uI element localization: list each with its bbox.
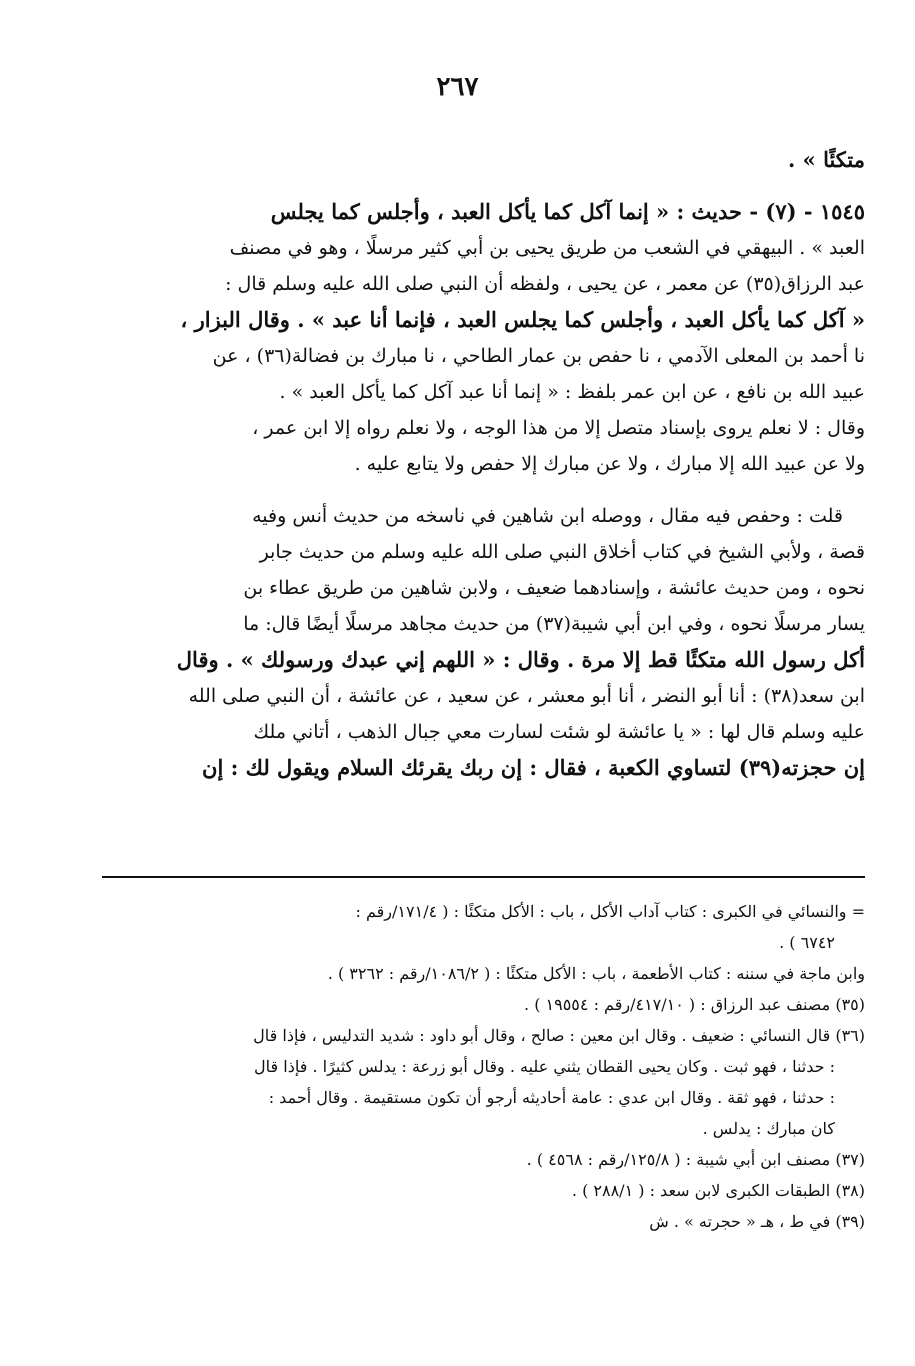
- text-line: متكئًا » .: [788, 147, 865, 172]
- text-line: عبيد الله بن نافع ، عن ابن عمر بلفظ : « إنما أنا عبد آكل كما يأكل العبد » .: [279, 381, 865, 403]
- text-line: عبد الرزاق(٣٥) عن معمر ، عن يحيى ، ولفظه أن النبي صلى الله عليه وسلم قال :: [225, 273, 865, 295]
- footnote-line: وابن ماجة في سننه : كتاب الأطعمة ، باب : الأكل متكئًا : ( ١٠٨٦/٢/رقم : ٣٢٦٢ ) .: [327, 964, 865, 983]
- text-line: « آكل كما يأكل العبد ، وأجلس كما يجلس العبد ، فإنما أنا عبد » . وقال البزار ،: [180, 307, 865, 332]
- text-line: نحوه ، ومن حديث عائشة ، وإسنادهما ضعيف ، ولابن شاهين من طريق عطاء بن: [243, 577, 865, 599]
- footnote-line: (٣٦) قال النسائي : ضعيف . وقال ابن معين : صالح ، وقال أبو داود : شديد التدليس ، فإذا قال: [253, 1026, 865, 1045]
- text-line: نا أحمد بن المعلى الآدمي ، نا حفص بن عمار الطاحي ، نا مبارك بن فضالة(٣٦) ، عن: [212, 345, 865, 367]
- text-line: ١٥٤٥ - (٧) - حديث : « إنما آكل كما يأكل العبد ، وأجلس كما يجلس: [270, 199, 865, 224]
- footnote-line: : حدثنا ، فهو ثبت . وكان يحيى القطان يثني عليه . وقال أبو زرعة : يدلس كثيرًا . فإذا قال: [254, 1057, 835, 1076]
- main-text: [102, 142, 865, 786]
- footnote-line: ٦٧٤٢ ) .: [779, 933, 835, 952]
- footnote-line: كان مبارك : يدلس .: [702, 1119, 835, 1138]
- text-line: عليه وسلم قال لها : « يا عائشة لو شئت لسارت معي جبال الذهب ، أتاني ملك: [253, 721, 865, 743]
- page-number: ٢٦٧: [436, 72, 479, 102]
- text-line: ولا عن عبيد الله إلا مبارك ، ولا عن مبارك إلا حفص ولا يتابع عليه .: [354, 453, 865, 475]
- paragraph-gap: [102, 482, 865, 498]
- text-line: قلت : وحفص فيه مقال ، ووصله ابن شاهين في ناسخه من حديث أنس وفيه: [252, 505, 843, 527]
- paragraph-gap: [102, 178, 865, 194]
- text-line: إن حجزته(٣٩) لتساوي الكعبة ، فقال : إن ربك يقرئك السلام ويقول لك : إن: [202, 755, 865, 780]
- footnote-line: (٣٨) الطبقات الكبرى لابن سعد : ( ٢٨٨/١ ) .: [571, 1181, 865, 1200]
- footnotes: [102, 896, 865, 1237]
- footnote-line: = والنسائي في الكبرى : كتاب آداب الأكل ، باب : الأكل متكئًا : ( ١٧١/٤/رقم :: [355, 902, 865, 921]
- footnote-line: (٣٩) في ط ، هـ « حجرته » . ش: [649, 1212, 865, 1231]
- text-line: ابن سعد(٣٨) : أنا أبو النضر ، أنا أبو معشر ، عن سعيد ، عن عائشة ، أن النبي صلى الله: [188, 685, 865, 707]
- text-line: قصة ، ولأبي الشيخ في كتاب أخلاق النبي صلى الله عليه وسلم من حديث جابر: [259, 541, 865, 563]
- text-line: أكل رسول الله متكئًا قط إلا مرة . وقال : « اللهم إني عبدك ورسولك » . وقال: [176, 647, 865, 672]
- text-line: العبد » . البيهقي في الشعب من طريق يحيى بن أبي كثير مرسلًا ، وهو في مصنف: [229, 237, 865, 259]
- footnote-line: (٣٧) مصنف ابن أبي شيبة : ( ١٢٥/٨/رقم : ٤٥٦٨ ) .: [526, 1150, 865, 1169]
- text-line: وقال : لا نعلم يروى بإسناد متصل إلا من هذا الوجه ، ولا نعلم رواه إلا ابن عمر ،: [252, 417, 865, 439]
- footnote-line: : حدثنا ، فهو ثقة . وقال ابن عدي : عامة أحاديثه أرجو أن تكون مستقيمة . وقال أحمد :: [268, 1088, 835, 1107]
- text-line: يسار مرسلًا نحوه ، وفي ابن أبي شيبة(٣٧) من حديث مجاهد مرسلًا أيضًا قال: ما: [243, 613, 865, 635]
- footnote-separator: [102, 876, 865, 878]
- footnote-line: (٣٥) مصنف عبد الرزاق : ( ٤١٧/١٠/رقم : ١٩٥٥٤ ) .: [524, 995, 865, 1014]
